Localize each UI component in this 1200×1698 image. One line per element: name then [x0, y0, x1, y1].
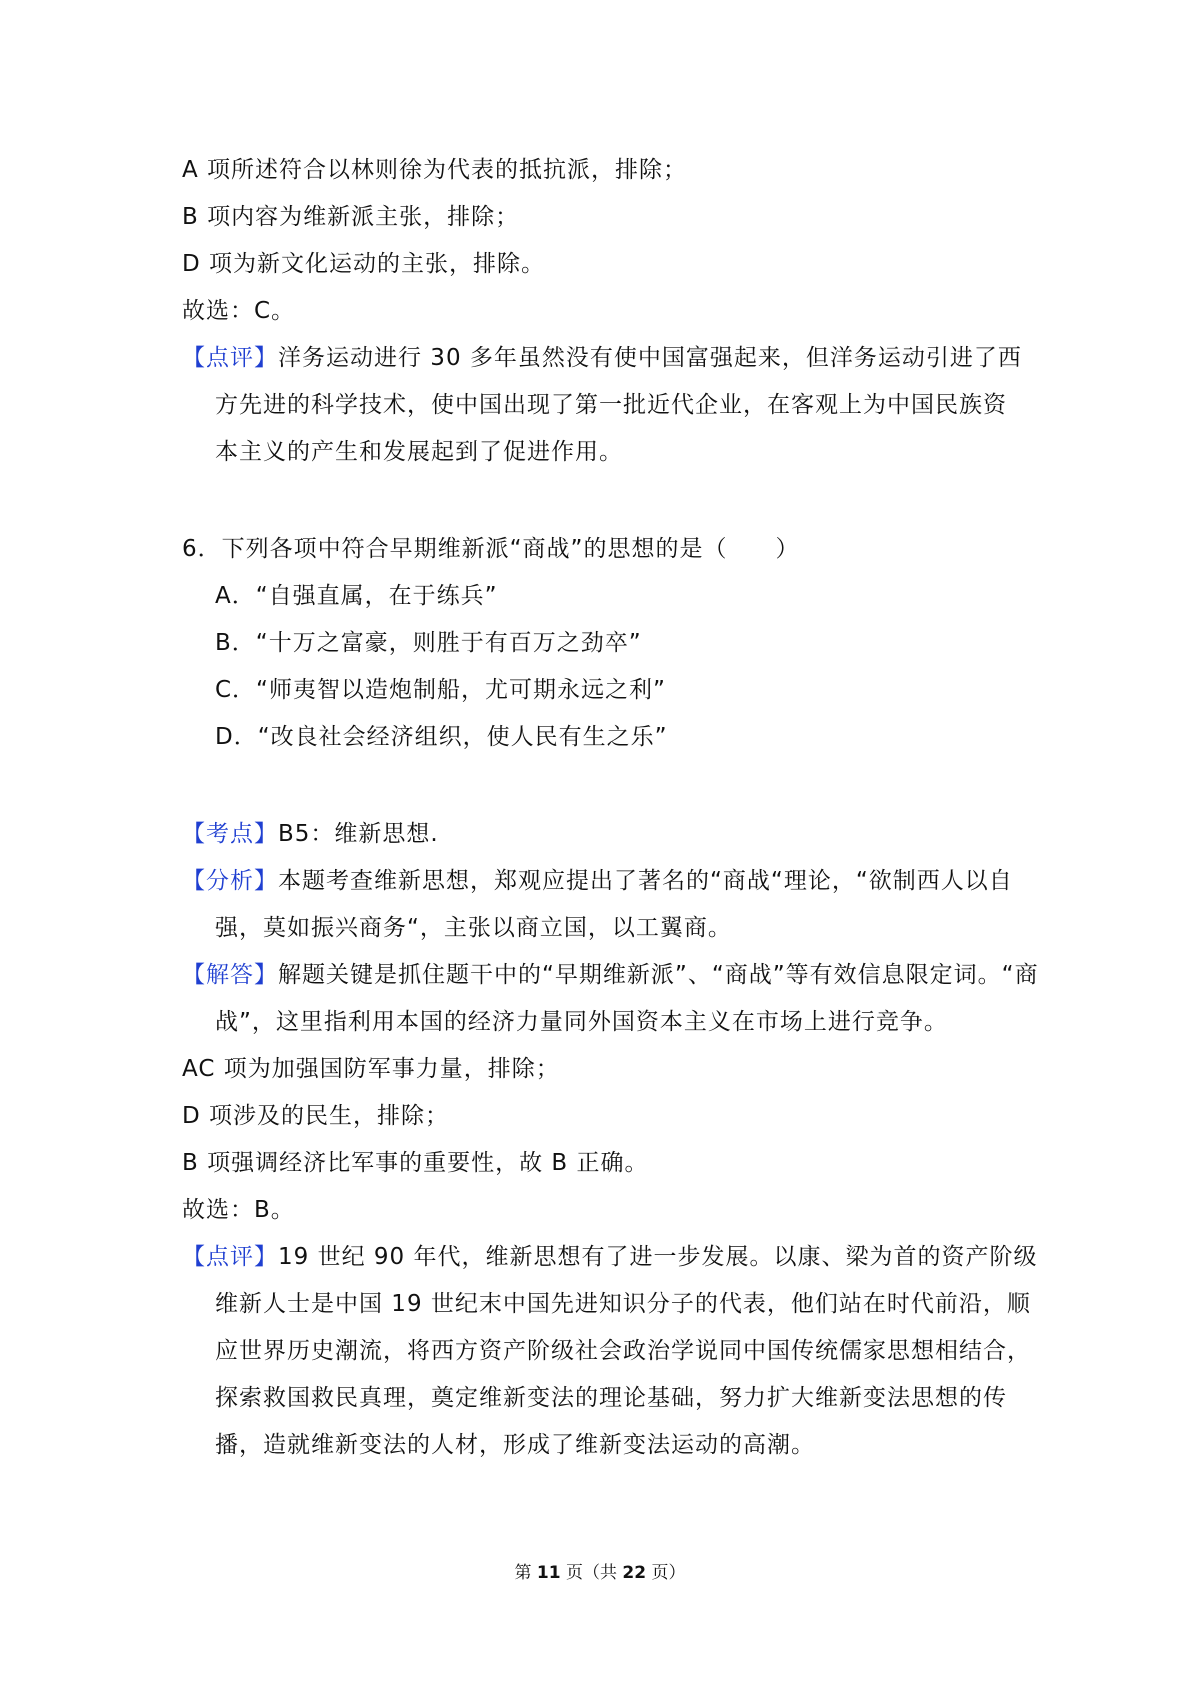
- option-d: D．“改良社会经济组织，使人民有生之乐”: [215, 724, 668, 750]
- comment-text-line: 播，造就维新变法的人材，形成了维新变法运动的高潮。: [215, 1432, 815, 1458]
- kaodian-text: B5：维新思想.: [278, 821, 439, 847]
- option-a: A．“自强直属，在于练兵”: [215, 583, 498, 609]
- jieda-paragraph: [182, 951, 1039, 999]
- fenxi-paragraph: [182, 857, 1032, 905]
- kaodian-paragraph: [182, 810, 1032, 858]
- kaodian-tag: 【考点】: [182, 821, 278, 847]
- option-d-analysis: D 项涉及的民生，排除；: [182, 1103, 450, 1129]
- option-a-analysis: A 项所述符合以林则徐为代表的抵抗派，排除；: [182, 157, 688, 183]
- page-number: 11: [536, 1563, 561, 1583]
- jieda-text-line: 战”，这里指利用本国的经济力量同外国资本主义在市场上进行竞争。: [215, 1009, 948, 1035]
- question-stem: 6．下列各项中符合早期维新派“商战”的思想的是（ ）: [182, 536, 800, 562]
- option-b-analysis: B 项强调经济比军事的重要性，故 B 正确。: [182, 1150, 649, 1176]
- fenxi-tag: 【分析】: [182, 868, 278, 894]
- comment-tag: 【点评】: [182, 345, 278, 371]
- jieda-text: 解题关键是抓住题干中的“早期维新派”、“商战”等有效信息限定词。“商: [278, 962, 1039, 988]
- option-b: B．“十万之富豪，则胜于有百万之劲卒”: [215, 630, 642, 656]
- jieda-tag: 【解答】: [182, 962, 278, 988]
- comment-paragraph: [182, 334, 1032, 382]
- option-c: C．“师夷智以造炮制船，尤可期永远之利”: [215, 677, 666, 703]
- comment-text-line: 方先进的科学技术，使中国出现了第一批近代企业，在客观上为中国民族资: [215, 392, 1007, 418]
- footer-middle: 页（共: [560, 1563, 623, 1583]
- comment-paragraph: [182, 1233, 1038, 1281]
- fenxi-text: 本题考查维新思想，郑观应提出了著名的“商战“理论，“欲制西人以自: [278, 868, 1013, 894]
- comment-text-line: 探索救国救民真理，奠定维新变法的理论基础，努力扩大维新变法思想的传: [215, 1385, 1007, 1411]
- comment-text: 19 世纪 90 年代，维新思想有了进一步发展。以康、梁为首的资产阶级: [278, 1244, 1038, 1270]
- comment-text: 洋务运动进行 30 多年虽然没有使中国富强起来，但洋务运动引进了西: [278, 345, 1022, 371]
- option-b-analysis: B 项内容为维新派主张，排除；: [182, 204, 520, 230]
- footer-prefix: 第: [514, 1563, 537, 1583]
- answer-line: 故选：C。: [182, 298, 296, 324]
- comment-tag: 【点评】: [182, 1244, 278, 1270]
- footer-suffix: 页）: [646, 1563, 686, 1583]
- comment-text-line: 维新人士是中国 19 世纪末中国先进知识分子的代表，他们站在时代前沿，顺: [215, 1291, 1031, 1317]
- page-footer: [0, 1558, 1200, 1583]
- fenxi-text-line: 强，莫如振兴商务“，主张以商立国，以工翼商。: [215, 915, 732, 941]
- comment-text-line: 应世界历史潮流，将西方资产阶级社会政治学说同中国传统儒家思想相结合，: [215, 1338, 1031, 1364]
- option-d-analysis: D 项为新文化运动的主张，排除。: [182, 251, 546, 277]
- answer-line: 故选：B。: [182, 1197, 295, 1223]
- comment-text-line: 本主义的产生和发展起到了促进作用。: [215, 439, 623, 465]
- page-total: 22: [622, 1563, 647, 1583]
- option-ac-analysis: AC 项为加强国防军事力量，排除；: [182, 1056, 560, 1082]
